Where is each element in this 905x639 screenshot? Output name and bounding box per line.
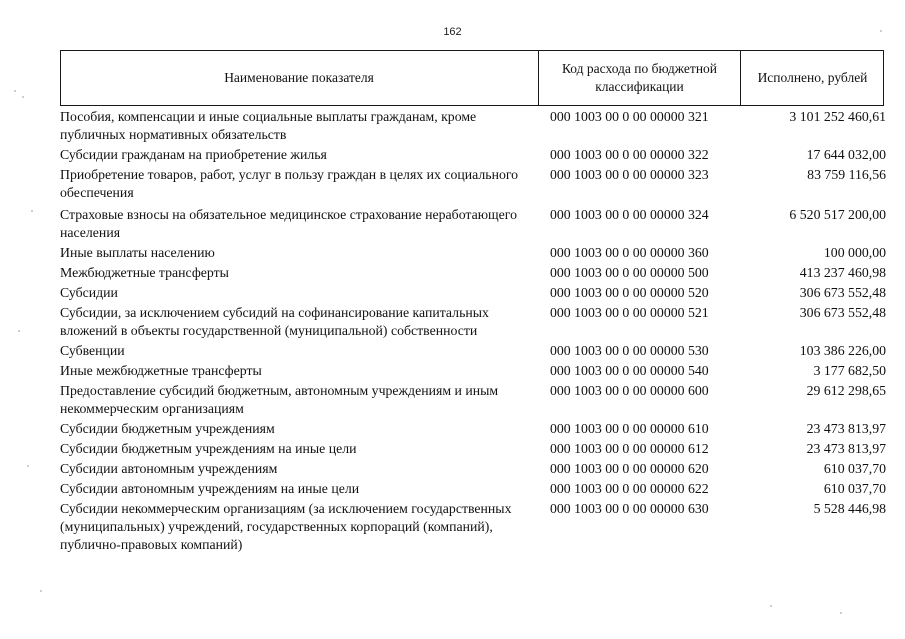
indicator-name: Субсидии автономным учреждениям на иные цели	[60, 481, 360, 496]
indicator-name: Субсидии	[60, 285, 118, 300]
executed-amount: 610 037,70	[823, 481, 886, 496]
budget-code: 000 1003 00 0 00 00000 600	[550, 383, 709, 398]
table-row	[60, 500, 886, 554]
indicator-name: Субсидии бюджетным учреждениям	[60, 421, 275, 436]
scan-noise	[770, 605, 772, 607]
column-header-executed: Исполнено, рублей	[740, 51, 884, 105]
table-row	[60, 166, 886, 202]
table-row	[60, 440, 886, 458]
indicator-name: Страховые взносы на обязательное медицинское страхование неработающего населения	[60, 207, 518, 240]
executed-amount: 29 612 298,65	[806, 383, 886, 398]
table-row	[60, 146, 886, 164]
scan-noise	[18, 330, 20, 332]
table-row	[60, 108, 886, 144]
table-row	[60, 284, 886, 302]
table-body	[60, 106, 886, 554]
budget-code: 000 1003 00 0 00 00000 630	[550, 501, 709, 516]
indicator-name: Иные межбюджетные трансферты	[60, 363, 262, 378]
indicator-name: Субсидии гражданам на приобретение жилья	[60, 147, 327, 162]
page-number: 162	[443, 26, 462, 38]
budget-code: 000 1003 00 0 00 00000 324	[550, 207, 709, 222]
table-row	[60, 304, 886, 340]
budget-code: 000 1003 00 0 00 00000 323	[550, 167, 709, 182]
scan-noise	[840, 612, 842, 614]
table-row	[60, 460, 886, 478]
executed-amount: 103 386 226,00	[799, 343, 886, 358]
indicator-name: Пособия, компенсации и иные социальные выплаты гражданам, кроме публичных нормативных обязательств	[60, 109, 477, 142]
executed-amount: 3 101 252 460,61	[789, 109, 886, 124]
budget-code: 000 1003 00 0 00 00000 322	[550, 147, 709, 162]
budget-code: 000 1003 00 0 00 00000 520	[550, 285, 709, 300]
executed-amount: 413 237 460,98	[799, 265, 886, 280]
indicator-name: Субсидии автономным учреждениям	[60, 461, 278, 476]
table-header	[60, 50, 884, 106]
indicator-name: Иные выплаты населению	[60, 245, 215, 260]
indicator-name: Субсидии бюджетным учреждениям на иные цели	[60, 441, 357, 456]
executed-amount: 17 644 032,00	[806, 147, 886, 162]
budget-code: 000 1003 00 0 00 00000 321	[550, 109, 709, 124]
table-row	[60, 342, 886, 360]
indicator-name: Межбюджетные трансферты	[60, 265, 229, 280]
scan-noise	[40, 590, 42, 592]
indicator-name: Приобретение товаров, работ, услуг в пользу граждан в целях их социального обеспечения	[60, 167, 519, 200]
budget-code: 000 1003 00 0 00 00000 612	[550, 441, 709, 456]
table-row	[60, 480, 886, 498]
budget-code: 000 1003 00 0 00 00000 622	[550, 481, 709, 496]
executed-amount: 23 473 813,97	[806, 441, 886, 456]
table-row	[60, 264, 886, 282]
executed-amount: 5 528 446,98	[813, 501, 886, 516]
executed-amount: 83 759 116,56	[807, 167, 886, 182]
executed-amount: 6 520 517 200,00	[789, 207, 886, 222]
indicator-name: Субсидии, за исключением субсидий на софинансирование капитальных вложений в объекты государственной (муниципальной) собственности	[60, 305, 489, 338]
executed-amount: 100 000,00	[823, 245, 886, 260]
table-row	[60, 382, 886, 418]
executed-amount: 306 673 552,48	[799, 285, 886, 300]
executed-amount: 23 473 813,97	[806, 421, 886, 436]
scan-noise	[31, 210, 33, 212]
indicator-name: Субсидии некоммерческим организациям (за исключением государственных (муниципальных) учреждений, государственных корпораций (компаний), публично-правовых компаний)	[60, 501, 512, 552]
scan-noise	[27, 465, 29, 467]
table-row	[60, 206, 886, 242]
table-row	[60, 362, 886, 380]
executed-amount: 610 037,70	[823, 461, 886, 476]
table-row	[60, 420, 886, 438]
table-row	[60, 244, 886, 262]
column-header-code: Код расхода по бюджетной классификации	[538, 51, 740, 105]
column-header-name: Наименование показателя	[224, 70, 374, 85]
budget-code: 000 1003 00 0 00 00000 500	[550, 265, 709, 280]
scan-noise	[22, 96, 24, 98]
scan-noise	[880, 30, 882, 32]
indicator-name: Предоставление субсидий бюджетным, автономным учреждениям и иным некоммерческим организациям	[60, 383, 499, 416]
budget-code: 000 1003 00 0 00 00000 540	[550, 363, 709, 378]
budget-code: 000 1003 00 0 00 00000 530	[550, 343, 709, 358]
executed-amount: 306 673 552,48	[799, 305, 886, 320]
indicator-name: Субвенции	[60, 343, 125, 358]
budget-code: 000 1003 00 0 00 00000 521	[550, 305, 709, 320]
scan-noise	[14, 90, 16, 92]
budget-code: 000 1003 00 0 00 00000 610	[550, 421, 709, 436]
budget-code: 000 1003 00 0 00 00000 360	[550, 245, 709, 260]
budget-code: 000 1003 00 0 00 00000 620	[550, 461, 709, 476]
executed-amount: 3 177 682,50	[813, 363, 886, 378]
